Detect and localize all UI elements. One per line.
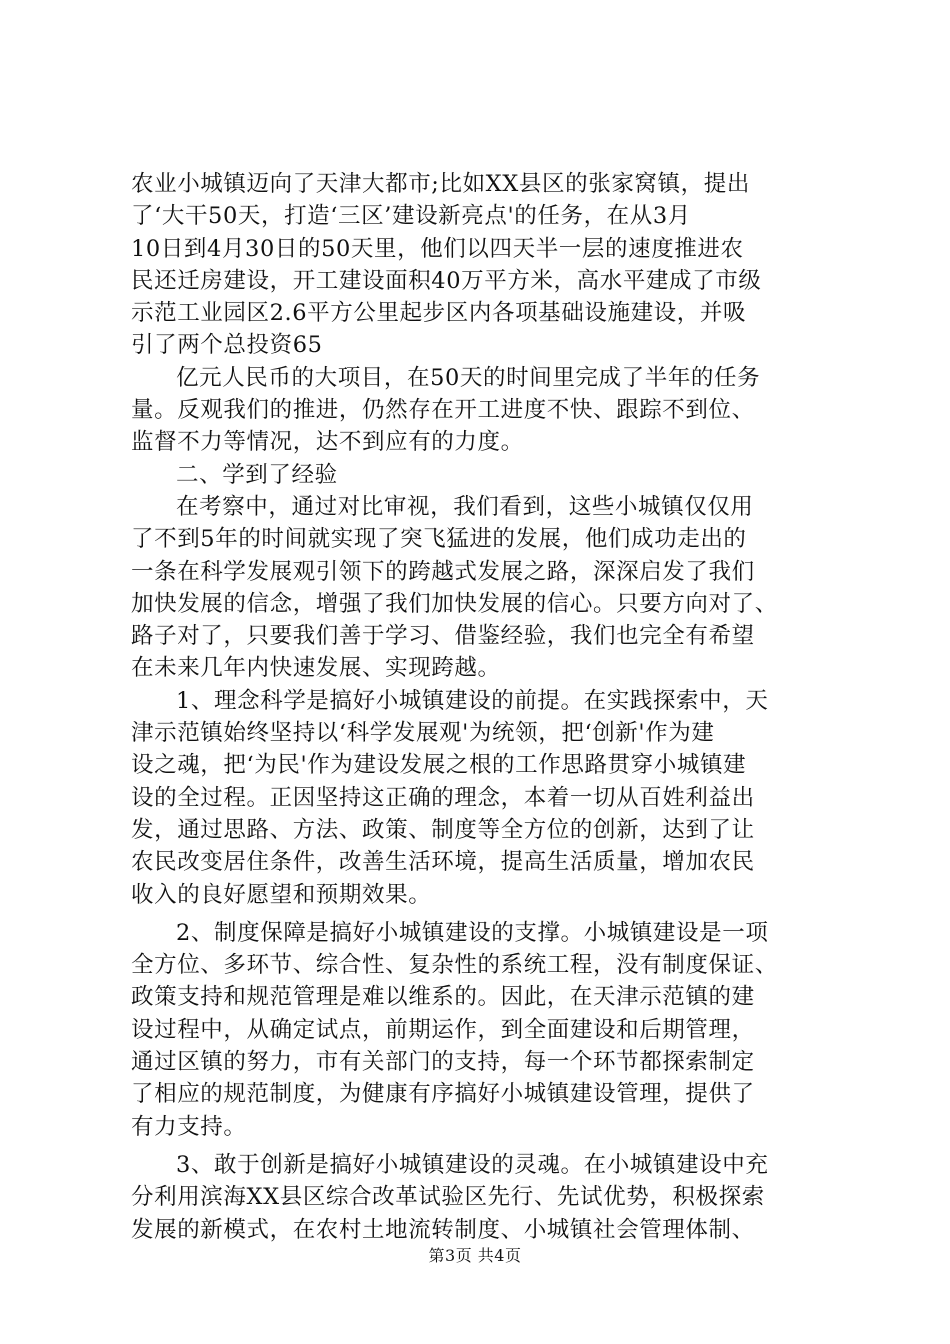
text-line: 分利用滨海XX县区综合改革试验区先行、先试优势，积极探索 xyxy=(131,1184,765,1211)
document-body xyxy=(131,168,831,1246)
text-line: 了相应的规范制度，为健康有序搞好小城镇建设管理，提供了 xyxy=(131,1081,755,1108)
text-line: 一条在科学发展观引领下的跨越式发展之路，深深启发了我们 xyxy=(131,558,755,585)
paragraph-5 xyxy=(131,685,831,911)
paragraph-6 xyxy=(131,917,831,1143)
text-line: 农业小城镇迈向了天津大都市;比如XX县区的张家窝镇，提出 xyxy=(131,171,750,197)
text-line: 发，通过思路、方法、政策、制度等全方位的创新，达到了让 xyxy=(131,816,755,843)
text-line: 路子对了，只要我们善于学习、借鉴经验，我们也完全有希望 xyxy=(131,623,755,650)
text-line: 示范工业园区2.6平方公里起步区内各项基础设施建设，并吸 xyxy=(131,300,747,327)
text-line: 量。反观我们的推进，仍然存在开工进度不快、跟踪不到位、 xyxy=(131,397,755,424)
text-line: 民还迁房建设，开工建设面积40万平方米，高水平建成了市级 xyxy=(131,267,762,294)
page-number-label: 第3页 共4页 xyxy=(428,1246,522,1265)
text-line: 10日到4月30日的50天里，他们以四天半一层的速度推进农 xyxy=(131,235,744,262)
text-line: 3、敢于创新是搞好小城镇建设的灵魂。在小城镇建设中充 xyxy=(176,1151,769,1178)
text-line: 设的全过程。正因坚持这正确的理念，本着一切从百姓利益出 xyxy=(131,784,755,811)
text-line: 了‘大干50天，打造‘三区’建设新亮点'的任务，在从3月 xyxy=(131,203,691,230)
text-line: 在未来几年内快速发展、实现跨越。 xyxy=(131,655,501,682)
section-heading xyxy=(131,459,831,491)
text-line: 农民改变居住条件，改善生活环境，提高生活质量，增加农民 xyxy=(131,849,755,876)
text-line: 发展的新模式，在农村土地流转制度、小城镇社会管理体制、 xyxy=(131,1216,755,1243)
text-line: 政策支持和规范管理是难以维系的。因此，在天津示范镇的建 xyxy=(131,984,755,1011)
text-line: 有力支持。 xyxy=(131,1113,247,1140)
paragraph-1 xyxy=(131,168,831,362)
text-line: 2、制度保障是搞好小城镇建设的支撑。小城镇建设是一项 xyxy=(176,919,769,946)
text-line: 通过区镇的努力，市有关部门的支持，每一个环节都探索制定 xyxy=(131,1049,755,1076)
text-line: 了不到5年的时间就实现了突飞猛进的发展，他们成功走出的 xyxy=(131,526,747,553)
paragraph-2 xyxy=(131,362,831,459)
text-line: 1、理念科学是搞好小城镇建设的前提。在实践探索中，天 xyxy=(176,687,769,714)
text-line: 监督不力等情况，达不到应有的力度。 xyxy=(131,429,524,456)
text-line: 加快发展的信念，增强了我们加快发展的信心。只要方向对了、 xyxy=(131,590,778,617)
text-line: 全方位、多环节、综合性、复杂性的系统工程，没有制度保证、 xyxy=(131,952,778,979)
page-footer xyxy=(0,1246,950,1266)
paragraph-4 xyxy=(131,491,831,685)
text-line: 在考察中，通过对比审视，我们看到，这些小城镇仅仅用 xyxy=(176,493,754,520)
text-line: 收入的良好愿望和预期效果。 xyxy=(131,881,432,908)
text-line: 亿元人民币的大项目，在50天的时间里完成了半年的任务 xyxy=(176,364,761,391)
heading-text: 二、学到了经验 xyxy=(176,461,338,488)
text-line: 设过程中，从确定试点，前期运作，到全面建设和后期管理， xyxy=(131,1016,755,1043)
paragraph-7 xyxy=(131,1149,831,1246)
text-line: 津示范镇始终坚持以‘科学发展观'为统领，把‘创新'作为建 xyxy=(131,720,715,747)
text-line: 引了两个总投资65 xyxy=(131,332,323,359)
text-line: 设之魂，把‘为民'作为建设发展之根的工作思路贯穿小城镇建 xyxy=(131,752,747,779)
